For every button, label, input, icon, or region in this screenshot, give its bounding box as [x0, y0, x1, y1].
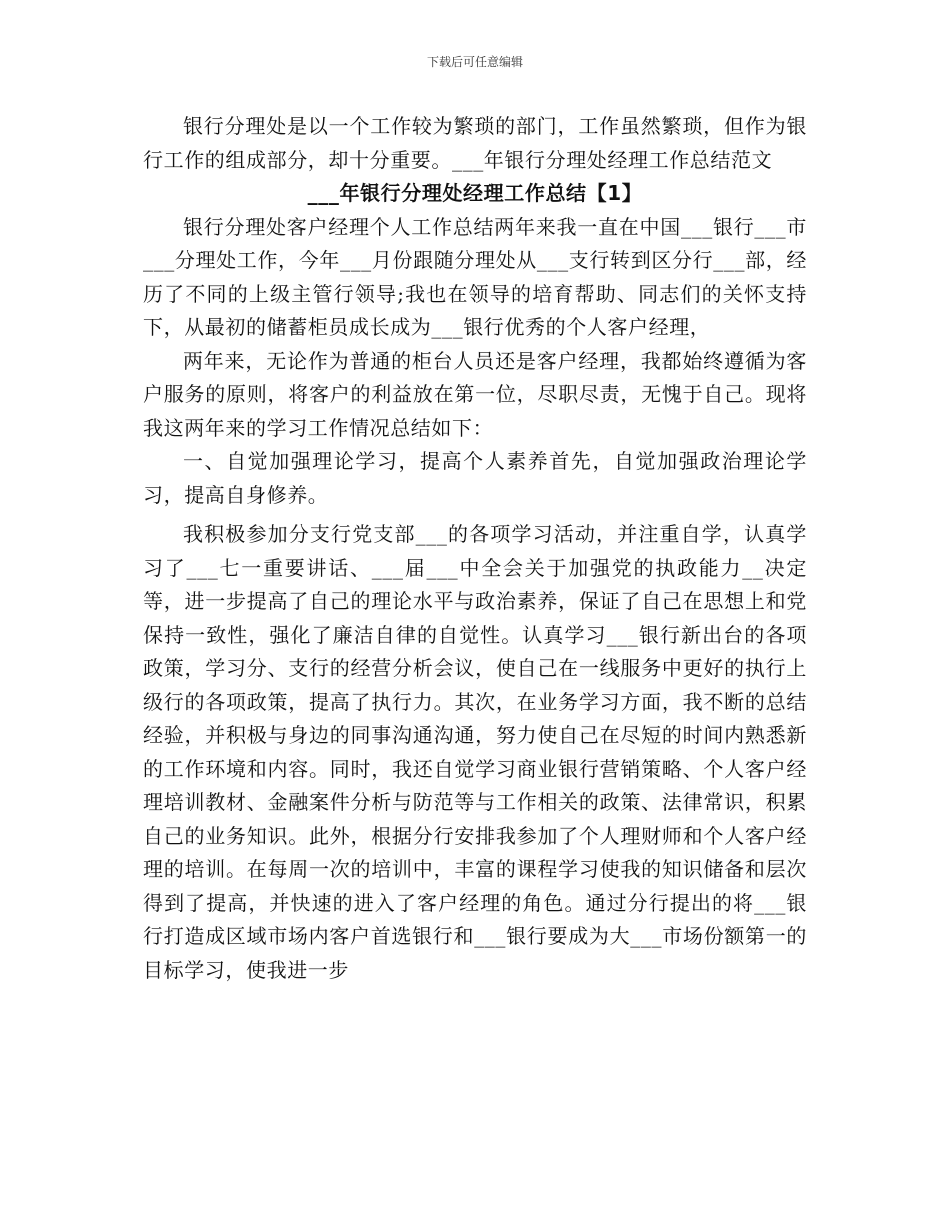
document-body: [143, 110, 807, 987]
header-note: 下载后可任意编辑: [426, 55, 523, 69]
paragraph-4: 我积极参加分支行党支部___的各项学习活动，并注重自学，认真学习了___七一重要讲话、___届___中全会关于加强党的执政能力__决定等，进一步提高了自己的理论水平与政治素养，保证了自己在思想上和党保持一致性，强化了廉洁自律的自觉性。认真学习___银行新出台的各项政策，学习分、支行的经营分析会议，使自己在一线服务中更好的执行上级行的各项政策，提高了执行力。其次，在业务学习方面，我不断的总结经验，并积极与身边的同事沟通沟通，努力使自己在尽短的时间内熟悉新的工作环境和内容。同时，我还自觉学习商业银行营销策略、个人客户经理培训教材、金融案件分析与防范等与工作相关的政策、法律常识，积累自己的业务知识。此外，根据分行安排我参加了个人理财师和个人客户经理的培训。在每周一次的培训中，丰富的课程学习使我的知识储备和层次得到了提高，并快速的进入了客户经理的角色。通过分行提出的将___银行打造成区域市场内客户首选银行和___银行要成为大___市场份额第一的目标学习，使我进一步: [143, 522, 807, 982]
paragraph-1: 银行分理处客户经理个人工作总结两年来我一直在中国___银行___市___分理处工作，今年___月份跟随分理处从___支行转到区分行___部，经历了不同的上级主管行领导;我也在领导的培育帮助、同志们的关怀支持下，从最初的储蓄柜员成长成为___银行优秀的个人客户经理，: [143, 214, 807, 339]
document-title: ___年银行分理处经理工作总结【1】: [307, 181, 643, 205]
paragraph-2: 两年来，无论作为普通的柜台人员还是客户经理，我都始终遵循为客户服务的原则，将客户的利益放在第一位，尽职尽责，无愧于自己。现将我这两年来的学习工作情况总结如下：: [143, 348, 807, 440]
intro-paragraph: 银行分理处是以一个工作较为繁琐的部门，工作虽然繁琐，但作为银行工作的组成部分，却十分重要。___年银行分理处经理工作总结范文: [143, 114, 807, 172]
paragraph-3: 一、自觉加强理论学习，提高个人素养首先，自觉加强政治理论学习，提高自身修养。: [143, 449, 807, 507]
